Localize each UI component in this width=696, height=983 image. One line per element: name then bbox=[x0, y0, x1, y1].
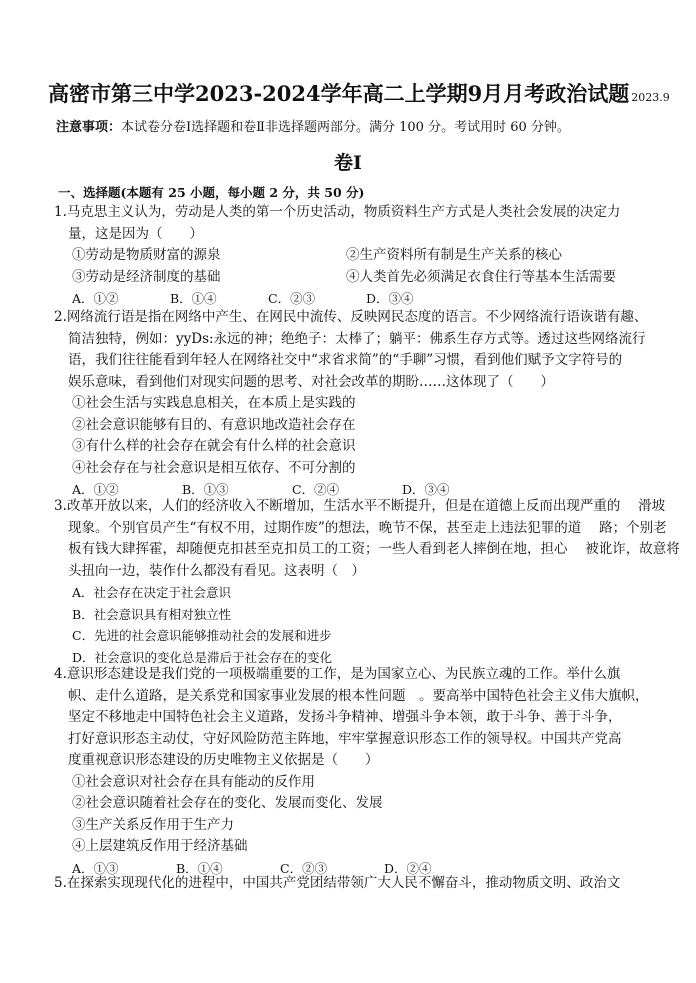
choice-c[interactable]: C．②③ bbox=[268, 291, 316, 306]
question-1 bbox=[54, 202, 654, 311]
choice-d[interactable]: D．③④ bbox=[366, 291, 414, 306]
question-stem-line: 2.网络流行语是指在网络中产生、在网民中流传、反映网民态度的语言。不少网络流行语诙谐有趣、 bbox=[54, 309, 648, 325]
choice-d[interactable]: D．社会意识的变化总是滞后于社会存在的变化 bbox=[72, 649, 333, 665]
question-stem-line: 1.马克思主义认为，劳动是人类的第一个历史活动，物质资料生产方式是人类社会发展的决定力 bbox=[54, 204, 621, 220]
choice-d[interactable]: D．②④ bbox=[384, 860, 432, 876]
exam-notice bbox=[56, 116, 570, 135]
choice-b[interactable]: B．①③ bbox=[182, 482, 229, 497]
choice-d[interactable]: D．③④ bbox=[402, 482, 450, 497]
volume-title: 卷Ⅰ bbox=[334, 152, 362, 174]
choice-a[interactable]: A．①③ bbox=[72, 860, 119, 876]
exam-date: 2023.9 bbox=[631, 91, 670, 104]
statement-item: ④上层建筑反作用于经济基础 bbox=[72, 838, 248, 854]
choice-b[interactable]: B．①④ bbox=[176, 860, 223, 876]
question-stem-line: 量，这是因为（ ） bbox=[68, 225, 203, 242]
question-3 bbox=[54, 496, 680, 668]
question-stem-line: 5.在探索实现现代化的进程中，中国共产党团结带领广大人民不懈奋斗，推动物质文明、政治文 bbox=[54, 875, 621, 891]
question-stem-line: 帜、走什么道路，是关系党和国家事业发展的根本性问题 。要高举中国特色社会主义伟大旗帜， bbox=[68, 687, 649, 704]
choice-b[interactable]: B．①④ bbox=[170, 291, 217, 306]
statement-list bbox=[54, 245, 654, 288]
notice-label: 注意事项： bbox=[56, 120, 122, 135]
choice-a[interactable]: A．①② bbox=[72, 291, 119, 306]
question-stem-line: 打好意识形态主动仗，守好风险防范主阵地，牢牢掌握意识形态工作的领导权。中国共产党高 bbox=[68, 730, 622, 747]
question-4 bbox=[54, 664, 654, 880]
question-stem-line: 头扭向一边，装作什么都没有看见。这表明（ ） bbox=[68, 562, 365, 579]
choice-c[interactable]: C．②③ bbox=[280, 860, 328, 876]
statement-item: ①社会意识对社会存在具有能动的反作用 bbox=[72, 773, 315, 790]
question-stem-line: 现象。个别官员产生“有权不用，过期作废”的想法，晚节不保，甚至走上违法犯罪的道 路；个别老 bbox=[68, 519, 667, 536]
exam-title bbox=[48, 78, 670, 108]
statement-item: ②生产资料所有制是生产关系的核心 bbox=[346, 247, 562, 263]
notice-text: 本试卷分卷Ⅰ选择题和卷Ⅱ非选择题两部分。满分 100 分。考试用时 60 分钟。 bbox=[121, 120, 570, 135]
choice-c[interactable]: C．先进的社会意识能够推动社会的发展和进步 bbox=[72, 628, 332, 643]
question-2 bbox=[54, 307, 654, 502]
question-stem-line: 3.改革开放以来，人们的经济收入不断增加，生活水平不断提升，但是在道德上反而出现严重的 滑坡 bbox=[54, 498, 666, 514]
statement-item: ②社会意识能够有目的、有意识地改造社会存在 bbox=[72, 416, 356, 433]
statement-item: ③有什么样的社会存在就会有什么样的社会意识 bbox=[72, 438, 356, 454]
section-title: 一、选择题(本题有 25 小题，每小题 2 分，共 50 分) bbox=[58, 185, 365, 200]
statement-item: ③生产关系反作用于生产力 bbox=[72, 816, 234, 833]
question-stem-line: 坚定不移地走中国特色社会主义道路，发扬斗争精神、增强斗争本领，敢于斗争、善于斗争， bbox=[68, 709, 622, 725]
statement-item: ④人类首先必须满足衣食住行等基本生活需要 bbox=[346, 268, 616, 285]
statement-item: ④社会存在与社会意识是相互依存、不可分割的 bbox=[72, 459, 356, 476]
question-stem-line: 语，我们往往能看到年轻人在网络社交中“求省求简”的“手聊”习惯，看到他们赋予文字符号的 bbox=[68, 352, 623, 368]
choice-c[interactable]: C．②④ bbox=[292, 482, 340, 497]
statement-item: ③劳动是经济制度的基础 bbox=[72, 268, 221, 285]
question-stem-line: 板有钱大肆挥霍，却随便克扣甚至克扣员工的工资；一些人看到老人摔倒在地，担心 被讹诈，故意将 bbox=[68, 541, 680, 557]
question-stem-line: 度重视意识形态建设的历史唯物主义依据是（ ） bbox=[68, 752, 379, 768]
statement-item: ①社会生活与实践息息相关，在本质上是实践的 bbox=[72, 395, 356, 411]
choice-a[interactable]: A．①② bbox=[72, 482, 119, 497]
choice-a[interactable]: A．社会存在决定于社会意识 bbox=[72, 585, 232, 600]
choice-b[interactable]: B．社会意识具有相对独立性 bbox=[72, 606, 232, 622]
statement-item: ②社会意识随着社会存在的变化、发展而变化、发展 bbox=[72, 795, 383, 811]
question-stem-line: 娱乐意味，看到他们对现实问题的思考、对社会改革的期盼……这体现了（ ） bbox=[68, 373, 554, 390]
question-5 bbox=[54, 873, 654, 895]
statement-item: ①劳动是物质财富的源泉 bbox=[72, 247, 221, 263]
question-stem-line: 4.意识形态建设是我们党的一项极端重要的工作，是为国家立心、为民族立魂的工作。举什么旗 bbox=[54, 666, 621, 682]
question-stem-line: 简洁独特，例如：yyDs:永远的神；绝绝子：太棒了；躺平：佛系生存方式等。透过这些网络流行 bbox=[68, 330, 646, 347]
exam-title-text: 高密市第三中学2023-2024学年高二上学期9月月考政治试题 bbox=[48, 81, 630, 106]
